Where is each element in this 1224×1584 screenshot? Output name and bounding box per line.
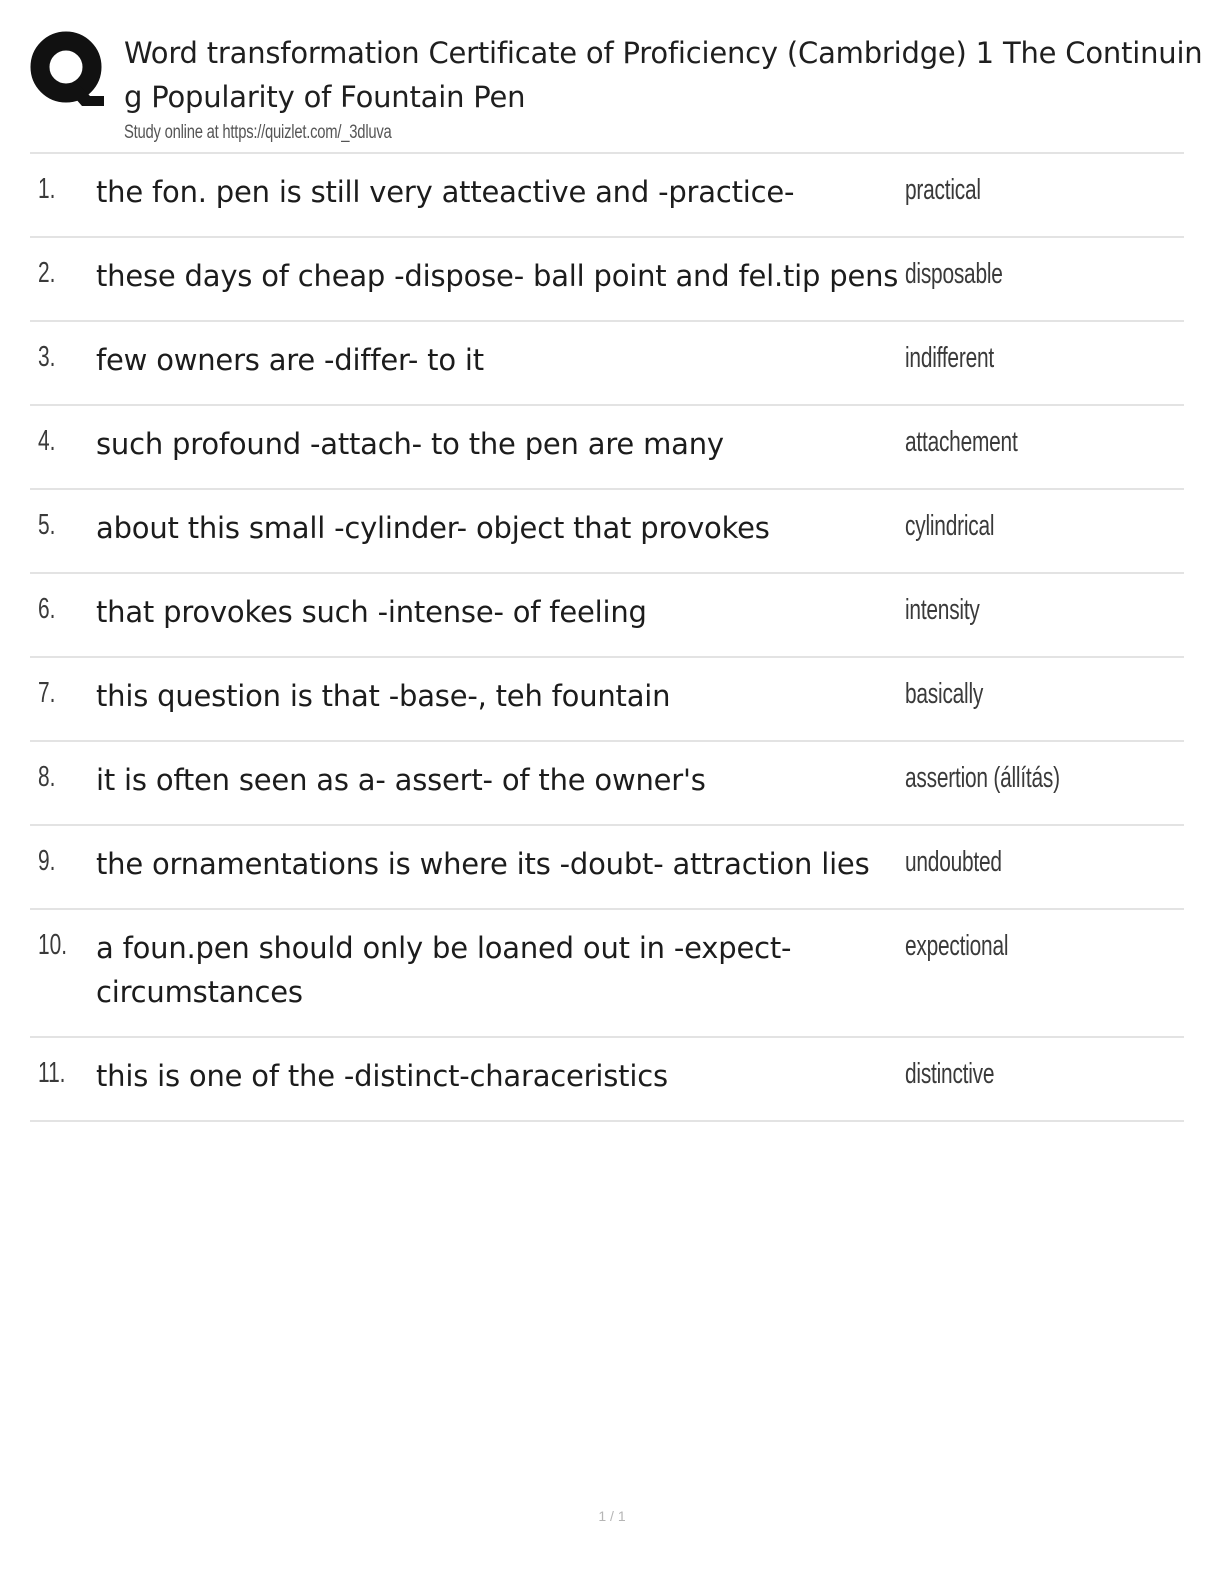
- item-definition: undoubted: [905, 846, 1002, 878]
- item-definition: distinctive: [905, 1058, 995, 1090]
- item-definition: intensity: [905, 594, 980, 626]
- list-item: [30, 910, 1184, 1038]
- item-term: a foun.pen should only be loaned out in -expect- circumstances: [96, 931, 792, 1009]
- item-number: 5.: [38, 509, 56, 541]
- item-term: the ornamentations is where its -doubt- attraction lies: [96, 847, 870, 881]
- list-item: [30, 742, 1184, 826]
- item-definition: assertion (állítás): [905, 762, 1060, 794]
- item-number: 1.: [38, 173, 56, 205]
- item-definition: practical: [905, 174, 981, 206]
- item-term: the fon. pen is still very atteactive and -practice-: [96, 175, 795, 209]
- item-term: about this small -cylinder- object that provokes: [96, 511, 770, 545]
- item-term: this question is that -base-, teh fountain: [96, 679, 671, 713]
- list-item: [30, 238, 1184, 322]
- item-number: 8.: [38, 761, 56, 793]
- item-number: 4.: [38, 425, 56, 457]
- item-number: 2.: [38, 257, 56, 289]
- item-term: such profound -attach- to the pen are many: [96, 427, 724, 461]
- item-definition: disposable: [905, 258, 1003, 290]
- quizlet-logo-icon: [30, 30, 104, 108]
- list-item: [30, 490, 1184, 574]
- list-item: [30, 154, 1184, 238]
- card-list: [30, 152, 1184, 1122]
- item-term: that provokes such -intense- of feeling: [96, 595, 647, 629]
- item-definition: expectional: [905, 930, 1009, 962]
- item-term: these days of cheap -dispose- ball point and fel.tip pens: [96, 259, 899, 293]
- item-number: 6.: [38, 593, 56, 625]
- study-online-link[interactable]: Study online at https://quizlet.com/_3dluva: [124, 122, 392, 143]
- item-definition: indifferent: [905, 342, 994, 374]
- item-term: it is often seen as a- assert- of the owner's: [96, 763, 706, 797]
- item-definition: attachement: [905, 426, 1018, 458]
- item-number: 3.: [38, 341, 56, 373]
- item-term: this is one of the -distinct-characeristics: [96, 1059, 668, 1093]
- list-item: [30, 406, 1184, 490]
- list-item: [30, 826, 1184, 910]
- list-item: [30, 658, 1184, 742]
- list-item: [30, 322, 1184, 406]
- page-number: 1 / 1: [598, 1508, 626, 1524]
- item-number: 7.: [38, 677, 56, 709]
- item-definition: basically: [905, 678, 984, 710]
- item-number: 9.: [38, 845, 56, 877]
- list-item: [30, 1038, 1184, 1122]
- item-term: few owners are -differ- to it: [96, 343, 484, 377]
- item-number: 11.: [38, 1057, 66, 1089]
- item-definition: cylindrical: [905, 510, 995, 542]
- list-item: [30, 574, 1184, 658]
- set-title: Word transformation Certificate of Proficiency (Cambridge) 1 The Continuing Popularity of Fountain Pen: [124, 36, 1203, 114]
- item-number: 10.: [38, 929, 68, 961]
